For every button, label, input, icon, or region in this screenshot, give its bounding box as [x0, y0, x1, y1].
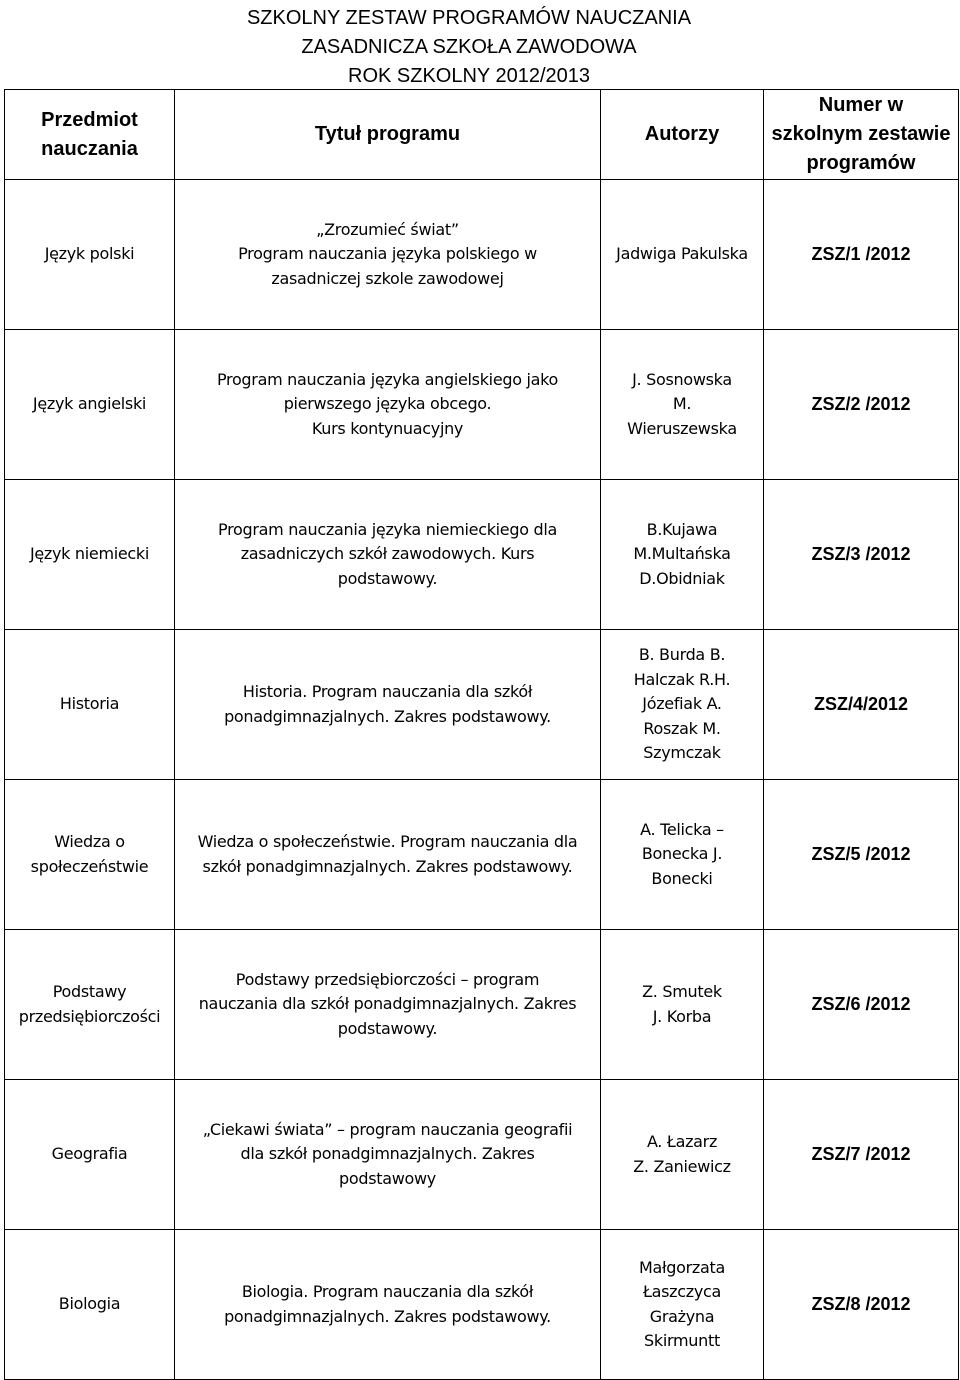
table-row: [5, 480, 959, 630]
authors-cell-line: Halczak R.H.: [633, 669, 731, 689]
authors-cell-line: Małgorzata: [639, 1257, 725, 1277]
authors-cell-line: J. Korba: [652, 1006, 712, 1026]
authors-cell-line: Grażyna: [649, 1306, 715, 1326]
authors-cell: [601, 630, 764, 780]
table-row: [5, 1230, 959, 1380]
table-row: [5, 180, 959, 330]
subject-cell: [5, 180, 175, 330]
program-title-cell-line: nauczania dla szkół ponadgimnazjalnych. Zakres: [198, 994, 577, 1014]
program-title-cell-line: ponadgimnazjalnych. Zakres podstawowy.: [224, 1306, 551, 1326]
authors-cell-line: Roszak M.: [643, 718, 721, 738]
authors-cell-line: M.Multańska: [633, 544, 731, 564]
program-title-cell-line: Kurs kontynuacyjny: [311, 418, 464, 438]
authors-cell: [601, 930, 764, 1080]
subject-cell-line: społeczeństwie: [30, 856, 149, 876]
program-title-cell: [175, 180, 601, 330]
program-number-cell: ZSZ/5 /2012: [764, 780, 959, 930]
authors-cell-line: D.Obidniak: [639, 568, 725, 588]
program-title-cell: [175, 930, 601, 1080]
subject-cell: [5, 480, 175, 630]
program-number-cell: ZSZ/2 /2012: [764, 330, 959, 480]
table-row: [5, 1080, 959, 1230]
table-row: [5, 780, 959, 930]
subject-cell: [5, 630, 175, 780]
program-title-cell-line: Wiedza o społeczeństwie. Program nauczania dla: [197, 832, 578, 851]
program-title-cell-line: pierwszego języka obcego.: [283, 394, 492, 414]
subject-cell-line: Język angielski: [32, 394, 147, 414]
authors-cell: [601, 180, 764, 330]
program-title-cell-line: zasadniczej szkole zawodowej: [271, 268, 504, 288]
program-title-cell-line: „Zrozumieć świat”: [316, 219, 459, 239]
subject-cell: [5, 1230, 175, 1380]
authors-cell-line: B.Kujawa: [646, 519, 718, 539]
program-title-cell-line: zasadniczych szkół zawodowych. Kurs: [240, 544, 535, 564]
authors-cell-line: Wieruszewska: [627, 418, 737, 438]
table-row: [5, 930, 959, 1080]
authors-cell-line: Szymczak: [643, 743, 721, 763]
program-title-cell: [175, 330, 601, 480]
subject-cell-line: Biologia: [58, 1294, 121, 1314]
program-title-cell-line: Historia. Program nauczania dla szkół: [242, 682, 533, 701]
program-title-cell: [175, 630, 601, 780]
program-title-cell-line: szkół ponadgimnazjalnych. Zakres podstawowy.: [202, 856, 573, 876]
header-authors: Autorzy: [601, 90, 764, 180]
program-number-cell: ZSZ/7 /2012: [764, 1080, 959, 1230]
program-title-cell: [175, 1230, 601, 1380]
program-title-cell-line: Program nauczania języka angielskiego jako: [216, 369, 559, 389]
authors-cell-line: B. Burda B.: [638, 645, 726, 665]
authors-cell: [601, 1230, 764, 1380]
program-title-cell-line: podstawowy: [339, 1168, 436, 1188]
program-number-cell: ZSZ/8 /2012: [764, 1230, 959, 1380]
authors-cell: [601, 1080, 764, 1230]
authors-cell-line: J. Sosnowska: [632, 369, 732, 389]
program-title-cell: [175, 480, 601, 630]
table-body: [5, 180, 959, 1380]
authors-cell-line: Bonecki: [651, 868, 713, 888]
table-row: [5, 330, 959, 480]
authors-cell-line: Józefiak A.: [642, 694, 722, 714]
authors-cell-line: Skirmuntt: [644, 1331, 720, 1350]
authors-cell-line: A. Telicka –: [640, 819, 724, 839]
programs-table: [4, 89, 959, 1380]
program-title-cell-line: Program nauczania języka polskiego w: [238, 244, 537, 264]
subject-cell: [5, 1080, 175, 1230]
program-title-cell-line: Biologia. Program nauczania dla szkół: [241, 1282, 534, 1301]
authors-cell-line: Jadwiga Pakulska: [616, 244, 748, 264]
header-line-school-year: ROK SZKOLNY 2012/2013: [348, 65, 590, 87]
table-row: [5, 630, 959, 780]
header-number: Numer w szkolnym zestawie programów: [764, 90, 959, 180]
authors-cell-line: Bonecka J.: [641, 844, 723, 864]
program-title-cell-line: podstawowy.: [337, 1018, 438, 1038]
program-number-cell: ZSZ/4/2012: [764, 630, 959, 780]
program-title-cell-line: ponadgimnazjalnych. Zakres podstawowy.: [224, 706, 551, 726]
authors-cell: [601, 780, 764, 930]
authors-cell: [601, 330, 764, 480]
subject-cell-line: Język polski: [44, 244, 135, 264]
program-number-cell: ZSZ/6 /2012: [764, 930, 959, 1080]
authors-cell: [601, 480, 764, 630]
program-title-cell: [175, 1080, 601, 1230]
program-title-cell-line: „Ciekawi świata” – program nauczania geografii: [202, 1119, 573, 1139]
header-title: Tytuł programu: [175, 90, 601, 180]
header-line-school-set: SZKOLNY ZESTAW PROGRAMÓW NAUCZANIA: [246, 7, 692, 29]
subject-cell: [5, 780, 175, 930]
subject-cell-line: Geografia: [51, 1144, 128, 1164]
header-subject: Przedmiot nauczania: [5, 90, 175, 180]
program-title-cell: [175, 780, 601, 930]
program-title-cell-line: Program nauczania języka niemieckiego dla: [218, 519, 557, 539]
program-title-cell-line: Podstawy przedsiębiorczości – program: [235, 969, 540, 989]
program-title-cell-line: podstawowy.: [337, 568, 438, 588]
authors-cell-line: A. Łazarz: [646, 1132, 718, 1151]
subject-cell-line: Podstawy: [52, 982, 127, 1001]
subject-cell-line: przedsiębiorczości: [18, 1006, 161, 1026]
subject-cell: [5, 930, 175, 1080]
document-header: [0, 4, 938, 91]
subject-cell: [5, 330, 175, 480]
subject-cell-line: Historia: [59, 694, 120, 714]
authors-cell-line: Z. Smutek: [642, 982, 722, 1001]
program-number-cell: ZSZ/3 /2012: [764, 480, 959, 630]
authors-cell-line: Z. Zaniewicz: [633, 1156, 731, 1176]
table-header-row: [5, 90, 959, 180]
authors-cell-line: M.: [672, 394, 692, 414]
authors-cell-line: Łaszczyca: [642, 1282, 722, 1301]
program-number-cell: ZSZ/1 /2012: [764, 180, 959, 330]
subject-cell-line: Wiedza o: [54, 832, 125, 851]
program-title-cell-line: dla szkół ponadgimnazjalnych. Zakres: [240, 1144, 535, 1164]
subject-cell-line: Język niemiecki: [29, 544, 150, 564]
header-line-school-type: ZASADNICZA SZKOŁA ZAWODOWA: [301, 36, 637, 58]
